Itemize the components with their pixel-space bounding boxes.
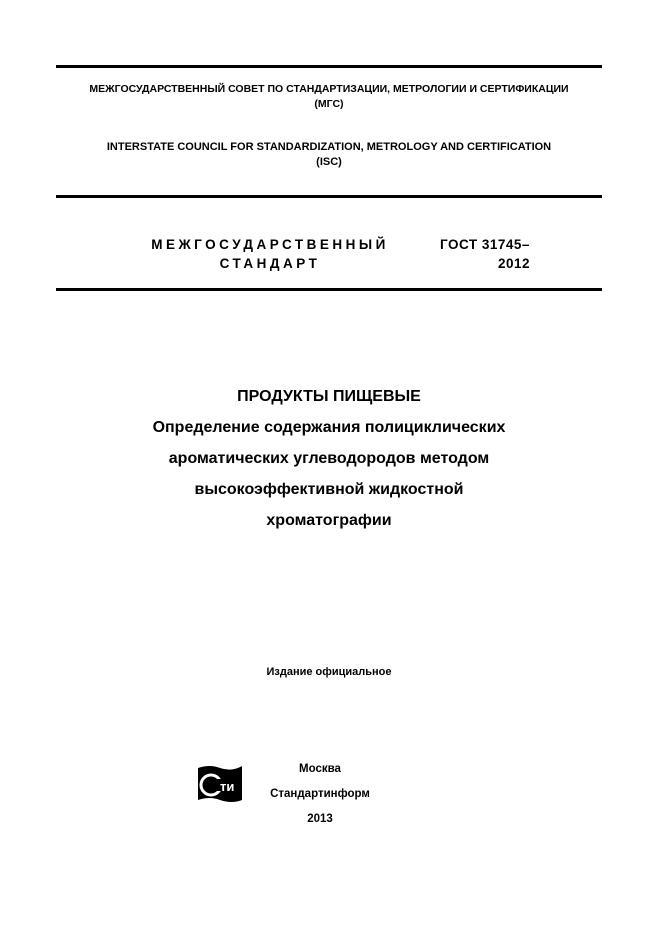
publisher <box>250 757 390 832</box>
council-ru-name: МЕЖГОСУДАРСТВЕННЫЙ СОВЕТ ПО СТАНДАРТИЗАЦИИ, МЕТРОЛОГИИ И СЕРТИФИКАЦИИ <box>89 83 569 95</box>
title-line: хроматографии <box>266 512 392 529</box>
council-en-name: INTERSTATE COUNCIL FOR STANDARDIZATION, METROLOGY AND CERTIFICATION <box>106 141 552 153</box>
standartinform-logo <box>196 764 246 806</box>
council-en <box>56 140 602 170</box>
svg-text:ти: ти <box>220 779 235 794</box>
standard-type <box>140 235 400 273</box>
standard-type-line2: СТАНДАРТ <box>219 256 321 271</box>
council-ru-abbr: (МГС) <box>314 98 344 110</box>
standard-number-line1: ГОСТ 31745– <box>440 237 530 252</box>
title-line: ароматических углеводородов методом <box>168 450 490 467</box>
rule-2 <box>56 195 602 198</box>
title-main: ПРОДУКТЫ ПИЩЕВЫЕ <box>237 388 421 405</box>
title-line: высокоэффективной жидкостной <box>194 481 464 498</box>
title-line: Определение содержания полициклических <box>152 419 506 436</box>
standard-number-line2: 2012 <box>497 256 530 271</box>
publisher-city: Москва <box>299 763 341 775</box>
rule-3 <box>56 288 602 291</box>
council-ru <box>56 82 602 112</box>
standard-type-line1: МЕЖГОСУДАРСТВЕННЫЙ <box>151 237 389 252</box>
publisher-year: 2013 <box>307 813 333 825</box>
council-en-abbr: (ISC) <box>316 156 342 168</box>
edition-note: Издание официальное <box>266 666 392 678</box>
standard-number <box>440 235 530 273</box>
publisher-name: Стандартинформ <box>270 788 370 800</box>
top-rule <box>56 65 602 68</box>
document-title <box>56 381 602 536</box>
